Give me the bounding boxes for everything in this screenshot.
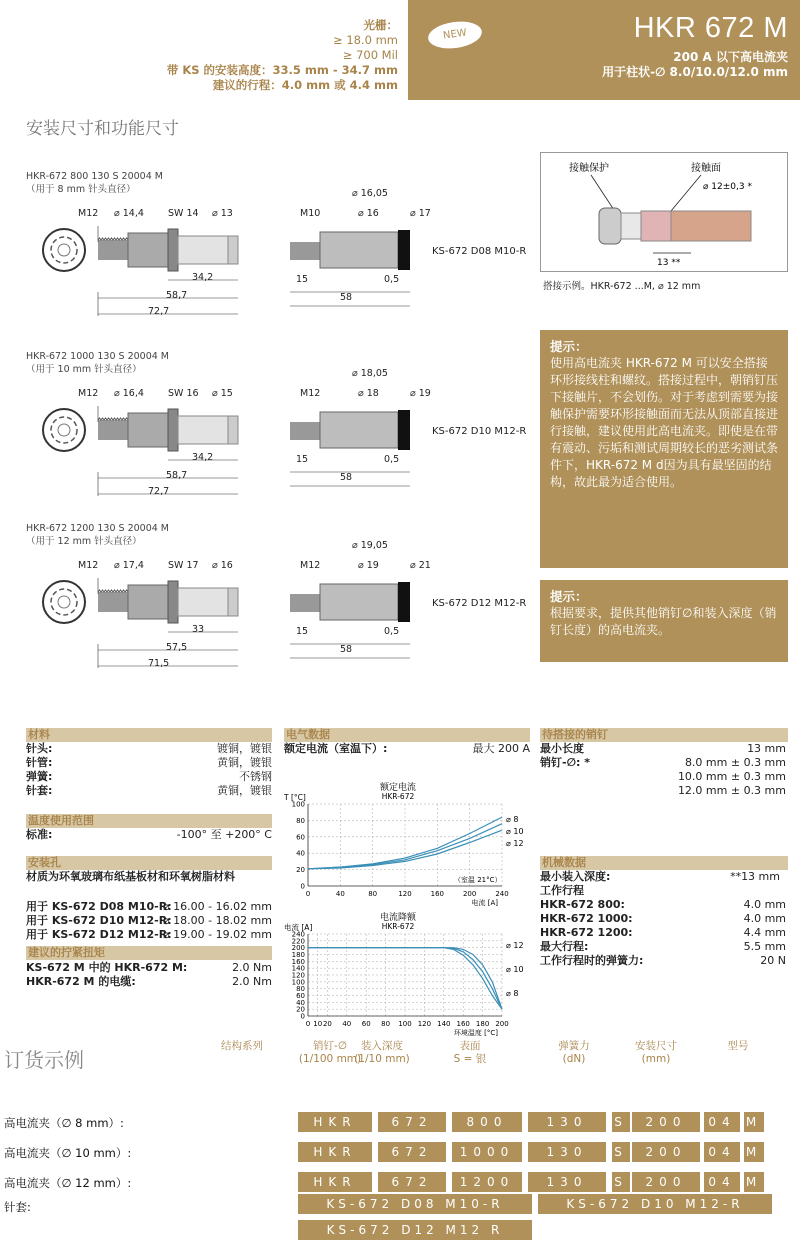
ks-length-2: 58 bbox=[340, 472, 353, 483]
material-row: 弹簧: 不锈钢 bbox=[26, 770, 272, 783]
temperature-row: 标准: -100° 至 +200° C bbox=[26, 828, 272, 841]
rated-current-chart bbox=[284, 782, 536, 906]
x-tick-label: 20 bbox=[322, 1020, 332, 1028]
wrench-size: SW 16 bbox=[168, 388, 199, 399]
sleeve-cell: KS-672 D08 M10-R bbox=[298, 1194, 532, 1214]
order-cell: 130 bbox=[528, 1172, 606, 1192]
order-cell: HKR bbox=[298, 1172, 372, 1192]
material-row: 针管: 黄铜，镀银 bbox=[26, 756, 272, 769]
order-cell: M bbox=[744, 1172, 764, 1192]
order-cell: 672 bbox=[378, 1172, 446, 1192]
mounting-row: 用于 KS-672 D12 M12-R: ⌀ 19.00 - 19.02 mm bbox=[26, 928, 272, 941]
order-cell: M bbox=[744, 1142, 764, 1162]
y-tick-label: 100 bbox=[291, 978, 305, 987]
length-1: 33 bbox=[192, 624, 205, 635]
header-banner bbox=[408, 0, 800, 100]
wrench-size: SW 14 bbox=[168, 208, 199, 219]
page-subtitle bbox=[602, 50, 788, 80]
body-diameter: ⌀ 17,4 bbox=[114, 560, 144, 571]
x-tick-label: 180 bbox=[475, 1020, 490, 1028]
ks-label: KS-672 D10 M12-R bbox=[432, 426, 527, 437]
y-tick-label: 40 bbox=[296, 849, 305, 858]
body-diameter: ⌀ 14,4 bbox=[114, 208, 144, 219]
order-cell: 672 bbox=[378, 1112, 446, 1132]
order-cell: 04 bbox=[704, 1172, 740, 1192]
order-row-label: 高电流夹（∅ 10 mm）: bbox=[4, 1146, 132, 1160]
electrical-row: 额定电流（室温下）: 最大 200 A bbox=[284, 742, 530, 755]
temperature-heading: 温度使用范围 bbox=[26, 814, 272, 828]
legend-entry: ⌀ 12 bbox=[506, 839, 524, 848]
ks-thread-size: M12 bbox=[300, 388, 321, 399]
thread-size: M12 bbox=[78, 208, 99, 219]
length-3: 71,5 bbox=[148, 658, 170, 669]
x-tick-label: 80 bbox=[381, 1020, 391, 1028]
y-tick-label: 100 bbox=[291, 800, 305, 809]
ks-thread-size: M10 bbox=[300, 208, 321, 219]
ks-length-3: 0,5 bbox=[384, 274, 400, 285]
order-cell: S bbox=[612, 1172, 630, 1192]
order-cell: 130 bbox=[528, 1112, 606, 1132]
y-tick-label: 180 bbox=[291, 951, 305, 959]
legend-entry: ⌀ 10 bbox=[506, 827, 524, 836]
mech-row: HKR-672 1200: 4.4 mm bbox=[540, 926, 786, 939]
ks-length-1: 15 bbox=[296, 454, 309, 465]
photo-caption: 搭接示例。HKR-672 ...M, ⌀ 12 mm bbox=[543, 281, 701, 292]
x-tick-label: 160 bbox=[456, 1020, 470, 1028]
ks-diameter-3: ⌀ 19 bbox=[410, 388, 431, 399]
order-cell: 04 bbox=[704, 1112, 740, 1132]
legend-entry: ⌀ 8 bbox=[506, 815, 519, 824]
order-row-label: 高电流夹（∅ 12 mm）: bbox=[4, 1176, 132, 1190]
mech-row: 工作行程 bbox=[540, 884, 584, 897]
ks-length-2: 58 bbox=[340, 292, 353, 303]
x-tick-label: 80 bbox=[368, 890, 378, 898]
order-cell: 04 bbox=[704, 1142, 740, 1162]
subtitle-line-2: 用于柱状-∅ 8.0/10.0/12.0 mm bbox=[602, 65, 788, 79]
tip-diameter: ⌀ 13 bbox=[212, 208, 233, 219]
ks-diameter-2: ⌀ 19 bbox=[358, 560, 379, 571]
order-cell: 800 bbox=[452, 1112, 522, 1132]
electrical-heading: 电气数据 bbox=[284, 728, 530, 742]
x-tick-label: 240 bbox=[495, 890, 509, 898]
ks-length-1: 15 bbox=[296, 274, 309, 285]
chart-annotation: （室温 21°C） bbox=[454, 876, 502, 884]
mech-row: 最小装入深度: **13 mm bbox=[540, 870, 780, 883]
variant-title: HKR-672 800 130 S 20004 M （用于 8 mm 针头直径） bbox=[26, 171, 163, 195]
order-cell: 1200 bbox=[452, 1172, 522, 1192]
mech-row: 工作行程时的弹簧力: 20 N bbox=[540, 954, 786, 967]
ks-diameter-3: ⌀ 21 bbox=[410, 560, 431, 571]
ks-length-1: 15 bbox=[296, 626, 309, 637]
length-2: 57,5 bbox=[166, 642, 188, 653]
subtitle-line-1: 200 A 以下高电流夹 bbox=[673, 50, 788, 64]
y-tick-label: 40 bbox=[296, 998, 305, 1007]
order-header: 装入深度 (1/10 mm) bbox=[354, 1040, 410, 1065]
ks-diameter-1: ⌀ 18,05 bbox=[352, 368, 388, 379]
mechanical-heading: 机械数据 bbox=[540, 856, 788, 870]
ks-diameter-2: ⌀ 18 bbox=[358, 388, 379, 399]
x-tick-label: 0 bbox=[305, 1020, 311, 1028]
contact-length: 13 ** bbox=[657, 258, 681, 268]
x-tick-label: 10 bbox=[313, 1020, 323, 1028]
pin-row: 最小长度 13 mm bbox=[540, 742, 786, 755]
legend-entry: ⌀ 12 bbox=[506, 941, 524, 950]
order-header: 弹簧力 (dN) bbox=[558, 1040, 590, 1065]
tip-title: 提示： bbox=[550, 339, 588, 354]
label-contact-face: 接触面 bbox=[691, 163, 721, 174]
sleeve-label: 针套: bbox=[4, 1200, 31, 1214]
y-tick-label: 60 bbox=[296, 992, 305, 1000]
x-tick-label: 200 bbox=[495, 1020, 509, 1028]
ks-diameter-1: ⌀ 19,05 bbox=[352, 540, 388, 551]
y-tick-label: 240 bbox=[291, 930, 305, 939]
wrench-size: SW 17 bbox=[168, 560, 199, 571]
thread-size: M12 bbox=[78, 560, 99, 571]
y-tick-label: 80 bbox=[296, 985, 305, 994]
x-tick-label: 40 bbox=[342, 1020, 352, 1028]
variant-title: HKR-672 1200 130 S 20004 M （用于 12 mm 针头直径） bbox=[26, 523, 170, 547]
body-diameter: ⌀ 16,4 bbox=[114, 388, 144, 399]
y-tick-label: 0 bbox=[300, 882, 305, 891]
label-contact-protection: 接触保护 bbox=[569, 163, 609, 174]
tip-title: 提示： bbox=[550, 589, 588, 604]
length-1: 34,2 bbox=[192, 272, 214, 283]
order-cell: 672 bbox=[378, 1142, 446, 1162]
chart-title: 电流降额 bbox=[379, 913, 417, 923]
length-2: 58,7 bbox=[166, 290, 188, 301]
spec-line: 带 KS 的安装高度：33.5 mm - 34.7 mm bbox=[166, 63, 398, 77]
order-cell: S bbox=[612, 1112, 630, 1132]
tip-diameter: ⌀ 16 bbox=[212, 560, 233, 571]
length-3: 72,7 bbox=[148, 486, 170, 497]
new-badge: NEW bbox=[426, 18, 483, 51]
mounting-row: 用于 KS-672 D10 M12-R: ⌀ 18.00 - 18.02 mm bbox=[26, 914, 272, 927]
ks-length-3: 0,5 bbox=[384, 454, 400, 465]
legend-entry: ⌀ 10 bbox=[506, 965, 524, 974]
x-tick-label: 120 bbox=[417, 1020, 432, 1028]
length-3: 72,7 bbox=[148, 306, 170, 317]
y-tick-label: 60 bbox=[296, 833, 305, 842]
ks-length-3: 0,5 bbox=[384, 626, 400, 637]
thread-size: M12 bbox=[78, 388, 99, 399]
y-tick-label: 20 bbox=[296, 866, 305, 875]
chart-subtitle: HKR-672 bbox=[381, 792, 415, 801]
order-header: 结构系列 bbox=[221, 1040, 263, 1052]
order-header: 安装尺寸 (mm) bbox=[635, 1040, 677, 1065]
y-tick-label: 0 bbox=[300, 1012, 305, 1021]
order-cell: 200 bbox=[632, 1172, 700, 1192]
torque-heading: 建议的拧紧扭矩 bbox=[26, 946, 272, 960]
spec-line: 光栅： bbox=[363, 18, 398, 32]
order-title: 订货示例 bbox=[4, 1048, 84, 1072]
order-cell: M bbox=[744, 1112, 764, 1132]
ks-diameter-1: ⌀ 16,05 bbox=[352, 188, 388, 199]
x-tick-label: 60 bbox=[361, 1020, 371, 1028]
ks-length-2: 58 bbox=[340, 644, 353, 655]
pin-row: 销钉-∅: * 8.0 mm ± 0.3 mm bbox=[540, 756, 786, 769]
contact-example-drawing bbox=[541, 153, 789, 273]
torque-row: KS-672 M 中的 HKR-672 M: 2.0 Nm bbox=[26, 961, 272, 974]
tip-diameter: ⌀ 15 bbox=[212, 388, 233, 399]
tip-box-1 bbox=[540, 330, 788, 568]
legend-entry: ⌀ 8 bbox=[506, 989, 519, 998]
ks-diameter-3: ⌀ 17 bbox=[410, 208, 431, 219]
spec-line: ≥ 700 Mil bbox=[342, 48, 398, 62]
material-row: 针套: 黄铜，镀银 bbox=[26, 784, 272, 797]
chart-subtitle: HKR-672 bbox=[381, 922, 415, 931]
x-tick-label: 140 bbox=[437, 1020, 451, 1028]
y-tick-label: 200 bbox=[291, 944, 305, 953]
order-cell: 200 bbox=[632, 1142, 700, 1162]
mounting-desc: 材质为环氧玻璃布纸基板材和环氧树脂材料 bbox=[26, 870, 235, 883]
y-axis-label: T [°C] bbox=[284, 793, 306, 802]
order-cell: 130 bbox=[528, 1142, 606, 1162]
y-tick-label: 20 bbox=[296, 1005, 305, 1014]
y-tick-label: 160 bbox=[291, 957, 305, 966]
x-tick-label: 40 bbox=[335, 890, 345, 898]
order-header: 型号 bbox=[727, 1040, 749, 1052]
order-header: 表面 S = 银 bbox=[453, 1040, 487, 1065]
ks-label: KS-672 D08 M10-R bbox=[432, 246, 527, 257]
variant-title: HKR-672 1000 130 S 20004 M （用于 10 mm 针头直径） bbox=[26, 351, 170, 375]
spec-line: ≥ 18.0 mm bbox=[333, 33, 398, 47]
sleeve-cell: KS-672 D12 M12 R bbox=[298, 1220, 532, 1240]
x-axis-label: 环境温度 [°C] bbox=[453, 1029, 498, 1036]
series-line bbox=[308, 824, 502, 869]
ks-diameter-2: ⌀ 16 bbox=[358, 208, 379, 219]
x-tick-label: 160 bbox=[430, 890, 445, 898]
current-derating-chart bbox=[284, 912, 536, 1036]
torque-row: HKR-672 M 的电缆: 2.0 Nm bbox=[26, 975, 272, 988]
ks-label: KS-672 D12 M12-R bbox=[432, 598, 527, 609]
contact-example-photo bbox=[540, 152, 788, 272]
section-title: 安装尺寸和功能尺寸 bbox=[26, 119, 179, 139]
x-axis-label: 电流 [A] bbox=[471, 899, 498, 906]
y-tick-label: 140 bbox=[291, 964, 305, 973]
x-tick-label: 0 bbox=[305, 890, 311, 898]
order-cell: HKR bbox=[298, 1142, 372, 1162]
mounting-heading: 安装孔 bbox=[26, 856, 272, 870]
chart-title: 额定电流 bbox=[379, 783, 417, 793]
tip-text: 根据要求，提供其他销钉∅和装入深度（销钉长度）的高电流夹。 bbox=[550, 606, 777, 637]
spec-line: 建议的行程：4.0 mm 或 4.4 mm bbox=[212, 78, 398, 92]
material-row: 针头: 镀铜，镀银 bbox=[26, 742, 272, 755]
sleeve-cell: KS-672 D10 M12-R bbox=[538, 1194, 772, 1214]
materials-heading: 材料 bbox=[26, 728, 272, 742]
mech-row: HKR-672 1000: 4.0 mm bbox=[540, 912, 786, 925]
x-tick-label: 100 bbox=[398, 1020, 412, 1028]
y-tick-label: 80 bbox=[296, 816, 305, 825]
y-tick-label: 120 bbox=[291, 971, 305, 980]
order-cell: HKR bbox=[298, 1112, 372, 1132]
order-header: 销钉-∅ (1/100 mm) bbox=[298, 1040, 362, 1065]
mech-row: 最大行程: 5.5 mm bbox=[540, 940, 786, 953]
y-axis-label: 电流 [A] bbox=[284, 923, 313, 932]
order-cell: S bbox=[612, 1142, 630, 1162]
x-tick-label: 200 bbox=[462, 890, 477, 898]
order-cell: 200 bbox=[632, 1112, 700, 1132]
y-tick-label: 220 bbox=[291, 937, 305, 946]
ks-thread-size: M12 bbox=[300, 560, 321, 571]
mounting-row: 用于 KS-672 D08 M10-R: ⌀ 16.00 - 16.02 mm bbox=[26, 900, 272, 913]
header-specs bbox=[167, 18, 398, 93]
mech-row: HKR-672 800: 4.0 mm bbox=[540, 898, 786, 911]
length-2: 58,7 bbox=[166, 470, 188, 481]
x-tick-label: 120 bbox=[398, 890, 412, 898]
pins-heading: 待搭接的销钉 bbox=[540, 728, 788, 742]
tip-text: 使用高电流夹 HKR-672 M 可以安全搭接环形接线柱和螺纹。搭接过程中，朝销钉压下接触片，不会划伤。对于考虑到需要为接触保护需要环形接触面而无法从顶部直接进行接触，建议使用此高电流夹。即使是在带有震动、污垢和测试周期较长的恶劣测试条件下，HKR-672 M d因为具有最坚固的结构，故此最为适合使用。 bbox=[550, 356, 779, 489]
tip-box-2 bbox=[540, 580, 788, 662]
contact-diameter: ⌀ 12±0,3 * bbox=[703, 182, 752, 192]
page-title: HKR 672 M bbox=[633, 12, 788, 44]
length-1: 34,2 bbox=[192, 452, 214, 463]
order-row-label: 高电流夹（∅ 8 mm）: bbox=[4, 1116, 124, 1130]
order-cell: 1000 bbox=[452, 1142, 522, 1162]
